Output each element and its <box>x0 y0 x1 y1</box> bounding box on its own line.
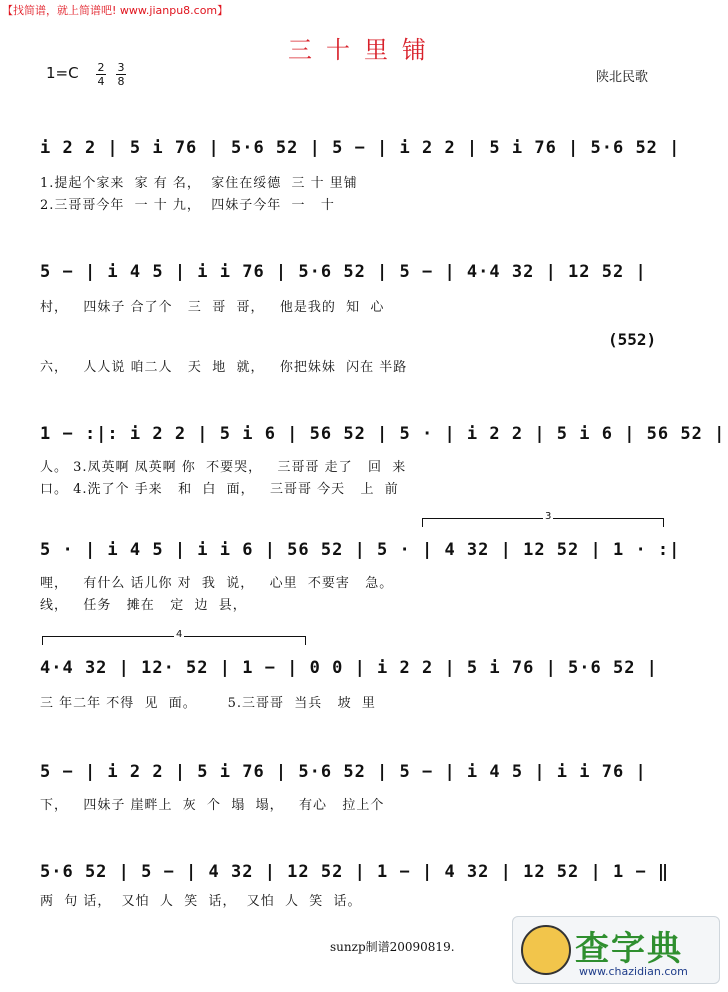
time-signature-1: 2 4 <box>97 61 105 88</box>
lyric-line-7: 两 句 话， 又怕 人 笑 话， 又怕 人 笑 话。 <box>40 894 362 909</box>
notation-line-1: i 2 2 | 5 i 76 | 5·6 52 | 5 − | i 2 2 | 5 i 76 | 5·6 52 | <box>40 138 681 158</box>
mascot-icon <box>521 925 571 975</box>
transcriber-credit: sunzp制谱20090819. <box>330 940 455 954</box>
notation-line-5: 4·4 32 | 12· 52 | 1 − | 0 0 | i 2 2 | 5 i 76 | 5·6 52 | <box>40 658 658 678</box>
notation-line-7: 5·6 52 | 5 − | 4 32 | 12 52 | 1 − | 4 32 | 12 52 | 1 − ‖ <box>40 862 670 882</box>
site-logo[interactable] <box>512 916 720 984</box>
lyric-line-4b: 线， 任务 摊在 定 边 县， <box>40 598 247 613</box>
volta-bracket-4: 4 <box>42 636 306 645</box>
song-origin: 陕北民歌 <box>596 70 649 85</box>
lyric-line-4a: 哩， 有什么 话儿你 对 我 说， 心里 不要害 急。 <box>40 576 394 591</box>
key-signature: 1=C <box>46 64 79 82</box>
lyric-line-2b: 六， 人人说 咱二人 天 地 就， 你把妹妹 闪在 半路 <box>40 360 408 375</box>
logo-url: www.chazidian.com <box>579 965 688 978</box>
lyric-line-5: 三 年二年 不得 见 面。 5.三哥哥 当兵 坡 里 <box>40 696 376 711</box>
lyric-line-6: 下， 四妹子 崖畔上 灰 个 塌 塌， 有心 拉上个 <box>40 798 385 813</box>
notation-line-4: 5 · | i 4 5 | i i 6 | 56 52 | 5 · | 4 32 | 12 52 | 1 · :| <box>40 540 681 560</box>
logo-name: 查字典 <box>575 929 683 969</box>
notation-line-3: 1 − :|: i 2 2 | 5 i 6 | 56 52 | 5 · | i 2 2 | 5 i 6 | 56 52 | <box>40 424 726 444</box>
notation-line-2: 5 − | i 4 5 | i i 76 | 5·6 52 | 5 − | 4·4 32 | 12 52 | <box>40 262 647 282</box>
volta-bracket-3: 3 <box>422 518 664 527</box>
lyric-line-2a: 村， 四妹子 合了个 三 哥 哥， 他是我的 知 心 <box>40 300 385 315</box>
variant-notes: (552) <box>608 330 657 349</box>
site-banner[interactable]: 【找简谱，就上简谱吧! www.jianpu8.com】 <box>2 4 229 17</box>
time-signature-2: 3 8 <box>117 61 125 88</box>
song-title: 三十里铺 <box>288 36 440 64</box>
notation-line-6: 5 − | i 2 2 | 5 i 76 | 5·6 52 | 5 − | i 4 5 | i i 76 | <box>40 762 647 782</box>
lyric-line-3b: 口。 4.洗了个 手来 和 白 面， 三哥哥 今天 上 前 <box>40 482 399 497</box>
lyric-line-1a: 1.提起个家来 家 有 名， 家住在绥德 三 十 里铺 <box>40 176 358 191</box>
lyric-line-3a: 人。 3.凤英啊 凤英啊 你 不要哭， 三哥哥 走了 回 来 <box>40 460 407 475</box>
lyric-line-1b: 2.三哥哥今年 一 十 九， 四妹子今年 一 十 <box>40 198 335 213</box>
